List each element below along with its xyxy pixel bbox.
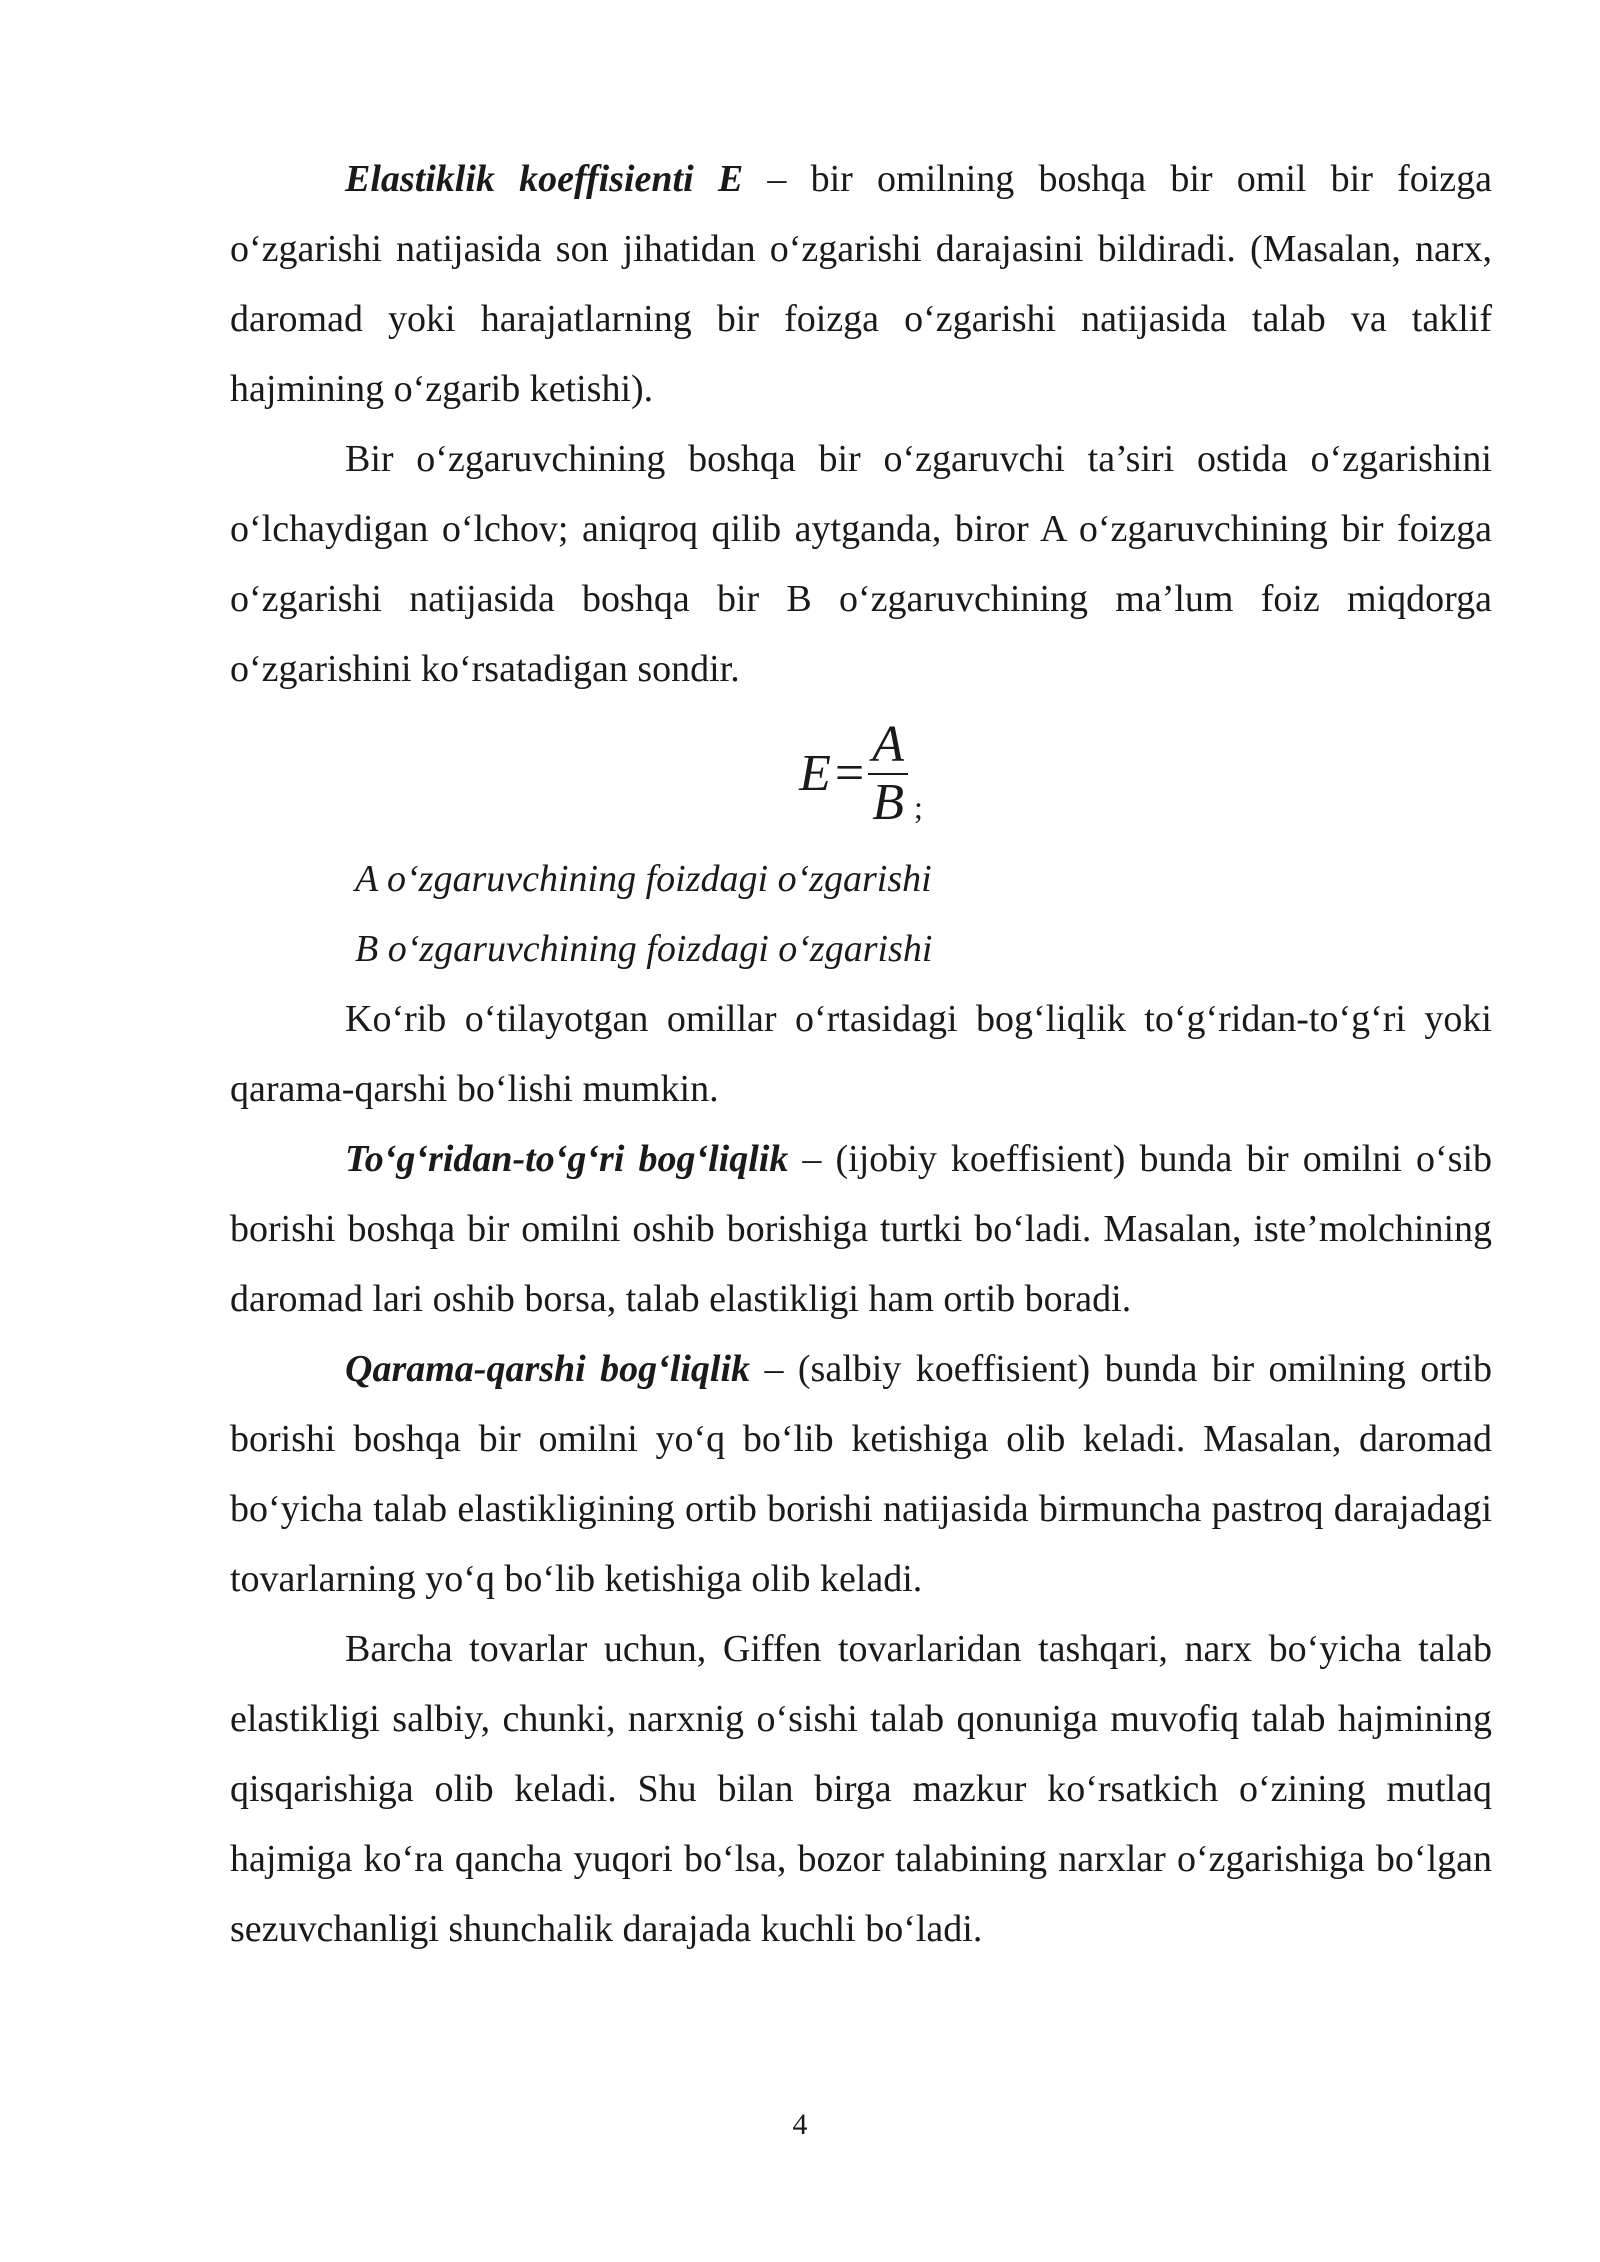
page-body	[230, 144, 1492, 1964]
page-number: 4	[792, 2108, 808, 2141]
formula-equals: =	[834, 745, 865, 802]
paragraph-text: Barcha tovarlar uchun, Giffen tovarlaridan tashqari, narx boʻyicha talab elastikligi salbiy, chunki, narxnig oʻsishi talab qonuniga muvofiq talab hajmining qisqarishiga olib keladi. Shu bilan birga mazkur koʻrsatkich oʻzining mutlaq hajmiga koʻra qancha yuqori boʻlsa, bozor talabining narxlar oʻzgarishiga boʻlgan sezuvchanligi shunchalik darajada kuchli boʻladi.	[230, 1628, 1492, 1950]
paragraph-elasticity-measure	[230, 424, 1492, 704]
term-inverse-relationship: Qarama-qarshi bogʻliqlik	[345, 1348, 751, 1390]
formula-legend-a: A oʻzgaruvchining foizdagi oʻzgarishi	[355, 858, 932, 900]
formula-denominator: B	[872, 774, 904, 831]
paragraph-text: – (ijobiy koeffisient) bunda bir omilni oʻsib borishi boshqa bir omilni oshib borishiga turtki boʻladi. Masalan, iste’molchining daromad lari oshib borsa, talab elastikligi ham ortib boradi.	[230, 1138, 1492, 1320]
paragraph-text: – (salbiy koeffisient) bunda bir omilning ortib borishi boshqa bir omilni yoʻq boʻlib ketishiga olib keladi. Masalan, daromad boʻyicha talab elastikligining ortib borishi natijasida birmuncha pastroq darajadagi tovarlarning yoʻq boʻlib ketishiga olib keladi.	[230, 1348, 1492, 1600]
term-direct-relationship: Toʻgʻridan-toʻgʻri bogʻliqlik	[345, 1138, 789, 1180]
paragraph-giffen-goods	[230, 1614, 1492, 1964]
formula-numerator: A	[868, 717, 908, 775]
paragraph-text: Koʻrib oʻtilayotgan omillar oʻrtasidagi bogʻliqlik toʻgʻridan-toʻgʻri yoki qarama-qarshi boʻlishi mumkin.	[230, 998, 1492, 1110]
formula-lhs: E	[799, 745, 831, 802]
paragraph-text: – bir omilning boshqa bir omil bir foizga oʻzgarishi natijasida son jihatidan oʻzgarishi darajasini bildiradi. (Masalan, narx, daromad yoki harajatlarning bir foizga oʻzgarishi natijasida talab va taklif hajmining oʻzgarib ketishi).	[230, 158, 1493, 410]
formula-terminator: ;	[913, 789, 923, 825]
paragraph-text: Bir oʻzgaruvchining boshqa bir oʻzgaruvchi ta’siri ostida oʻzgarishini oʻlchaydigan oʻlchov; aniqroq qilib aytganda, biror A oʻzgaruvchining bir foizga oʻzgarishi natijasida boshqa bir B oʻzgaruvchining ma’lum foiz miqdorga oʻzgarishini koʻrsatadigan sondir.	[230, 438, 1492, 690]
paragraph-elasticity-definition	[230, 144, 1492, 424]
formula-legend-b: B oʻzgaruvchining foizdagi oʻzgarishi	[355, 928, 933, 970]
formula-fraction	[868, 717, 908, 831]
paragraph-relationship-types	[230, 984, 1492, 1124]
term-elasticity-coefficient: Elastiklik koeffisienti E	[345, 158, 744, 200]
paragraph-direct-relationship	[230, 1124, 1492, 1334]
paragraph-inverse-relationship	[230, 1334, 1492, 1614]
elasticity-formula	[230, 704, 1492, 844]
